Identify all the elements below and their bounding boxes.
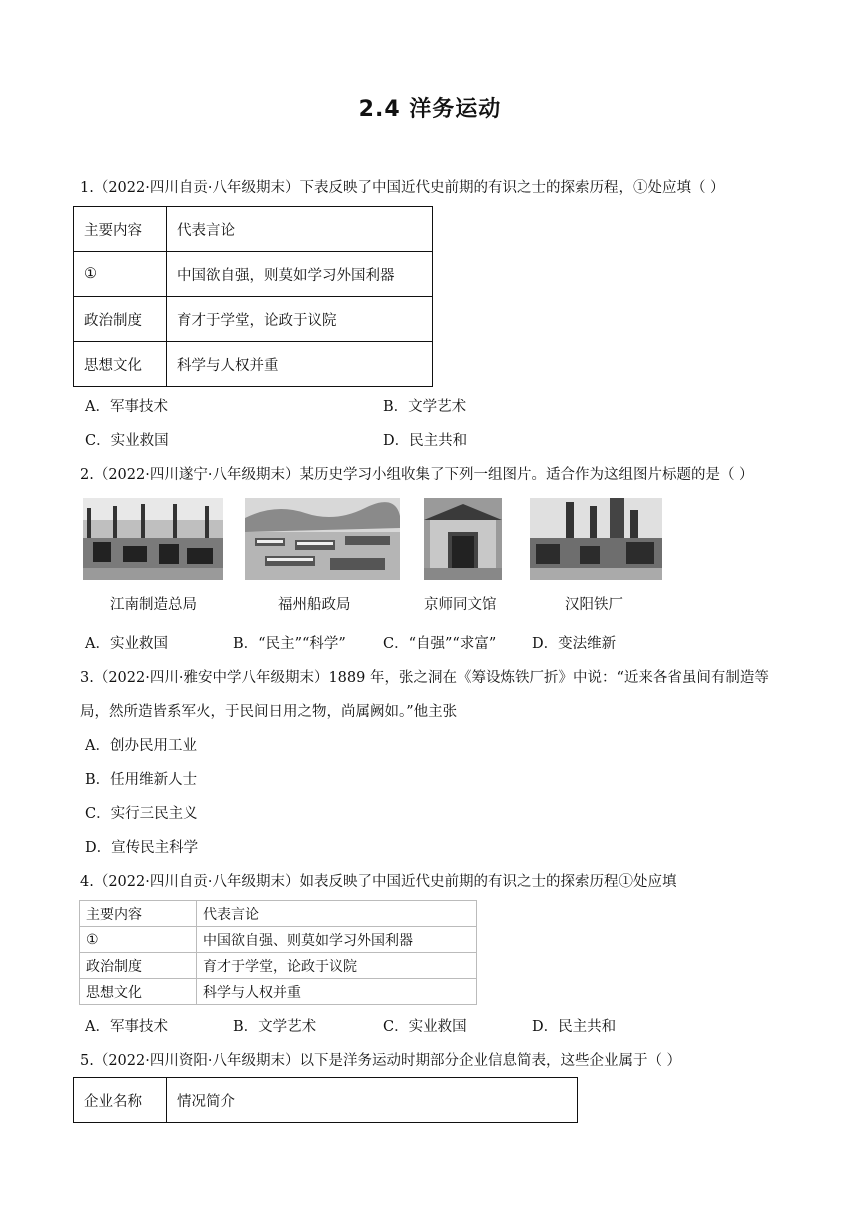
photo-caption-3: 京师同文馆 (424, 597, 497, 613)
table-row (74, 297, 433, 342)
tongwen-guan-photo (424, 498, 502, 580)
table-row (80, 901, 477, 927)
table-cell: 科学与人权并重 (167, 342, 433, 387)
table-cell: 思想文化 (74, 342, 167, 387)
table-cell: 主要内容 (74, 207, 167, 252)
table-cell: ① (80, 927, 197, 953)
option-b[interactable]: B．“民主”“科学” (233, 636, 346, 652)
option-a[interactable]: A．军事技术 (85, 1019, 168, 1035)
question-3-stem-line2: 局，然所造皆系军火，于民间日用之物，尚属阙如。”他主张 (80, 704, 458, 720)
option-c[interactable]: C．实行三民主义 (85, 806, 198, 822)
photo-caption-1: 江南制造总局 (110, 597, 197, 613)
table-cell: 代表言论 (197, 901, 477, 927)
table-cell: 科学与人权并重 (197, 979, 477, 1005)
table-cell: 思想文化 (80, 979, 197, 1005)
table-cell: 政治制度 (74, 297, 167, 342)
option-a[interactable]: A．军事技术 (85, 399, 168, 415)
table-cell: 政治制度 (80, 953, 197, 979)
option-c[interactable]: C．“自强”“求富” (383, 636, 497, 652)
question-1-stem: 1.（2022·四川自贡·八年级期末）下表反映了中国近代史前期的有识之士的探索历程，①处应填（ ） (80, 180, 725, 196)
table-row (80, 927, 477, 953)
table-cell: 育才于学堂，论政于议院 (197, 953, 477, 979)
question-5-stem: 5.（2022·四川资阳·八年级期末）以下是洋务运动时期部分企业信息简表，这些企业属于（ ） (80, 1053, 682, 1069)
table-cell: 代表言论 (167, 207, 433, 252)
option-b[interactable]: B．文学艺术 (383, 399, 467, 415)
table-row (74, 1078, 578, 1123)
table-cell: 企业名称 (74, 1078, 167, 1123)
table-cell: ① (74, 252, 167, 297)
question-2-stem: 2.（2022·四川遂宁·八年级期末）某历史学习小组收集了下列一组图片。适合作为这组图片标题的是（ ） (80, 467, 754, 483)
table-row (74, 342, 433, 387)
option-d[interactable]: D．民主共和 (532, 1019, 617, 1035)
table-cell: 主要内容 (80, 901, 197, 927)
jiangnan-arsenal-photo (83, 498, 223, 580)
option-b[interactable]: B．任用维新人士 (85, 772, 198, 788)
table-row (80, 979, 477, 1005)
question-4-table (79, 900, 477, 1005)
table-cell: 中国欲自强、则莫如学习外国利器 (197, 927, 477, 953)
question-3-stem-line1: 3.（2022·四川·雅安中学八年级期末）1889 年，张之洞在《筹设炼铁厂折》中说：“近来各省虽间有制造等 (80, 670, 769, 686)
option-d[interactable]: D．民主共和 (383, 433, 468, 449)
option-c[interactable]: C．实业救国 (85, 433, 169, 449)
table-cell: 情况简介 (167, 1078, 578, 1123)
photo-caption-2: 福州船政局 (278, 597, 351, 613)
question-4-stem: 4.（2022·四川自贡·八年级期末）如表反映了中国近代史前期的有识之士的探索历程①处应填 (80, 874, 677, 890)
option-a[interactable]: A．创办民用工业 (85, 738, 197, 754)
option-a[interactable]: A．实业救国 (85, 636, 168, 652)
question-5-table (73, 1077, 578, 1123)
fuzhou-navy-yard-photo (245, 498, 400, 580)
table-cell: 育才于学堂，论政于议院 (167, 297, 433, 342)
page-title: 2.4 洋务运动 (358, 97, 502, 122)
photo-caption-4: 汉阳铁厂 (565, 597, 623, 613)
table-row (74, 252, 433, 297)
option-c[interactable]: C．实业救国 (383, 1019, 467, 1035)
option-b[interactable]: B．文学艺术 (233, 1019, 317, 1035)
hanyang-iron-works-photo (530, 498, 662, 580)
table-row (74, 207, 433, 252)
option-d[interactable]: D．宣传民主科学 (85, 840, 199, 856)
option-d[interactable]: D．变法维新 (532, 636, 617, 652)
question-1-table (73, 206, 433, 387)
table-row (80, 953, 477, 979)
table-cell: 中国欲自强，则莫如学习外国利器 (167, 252, 433, 297)
